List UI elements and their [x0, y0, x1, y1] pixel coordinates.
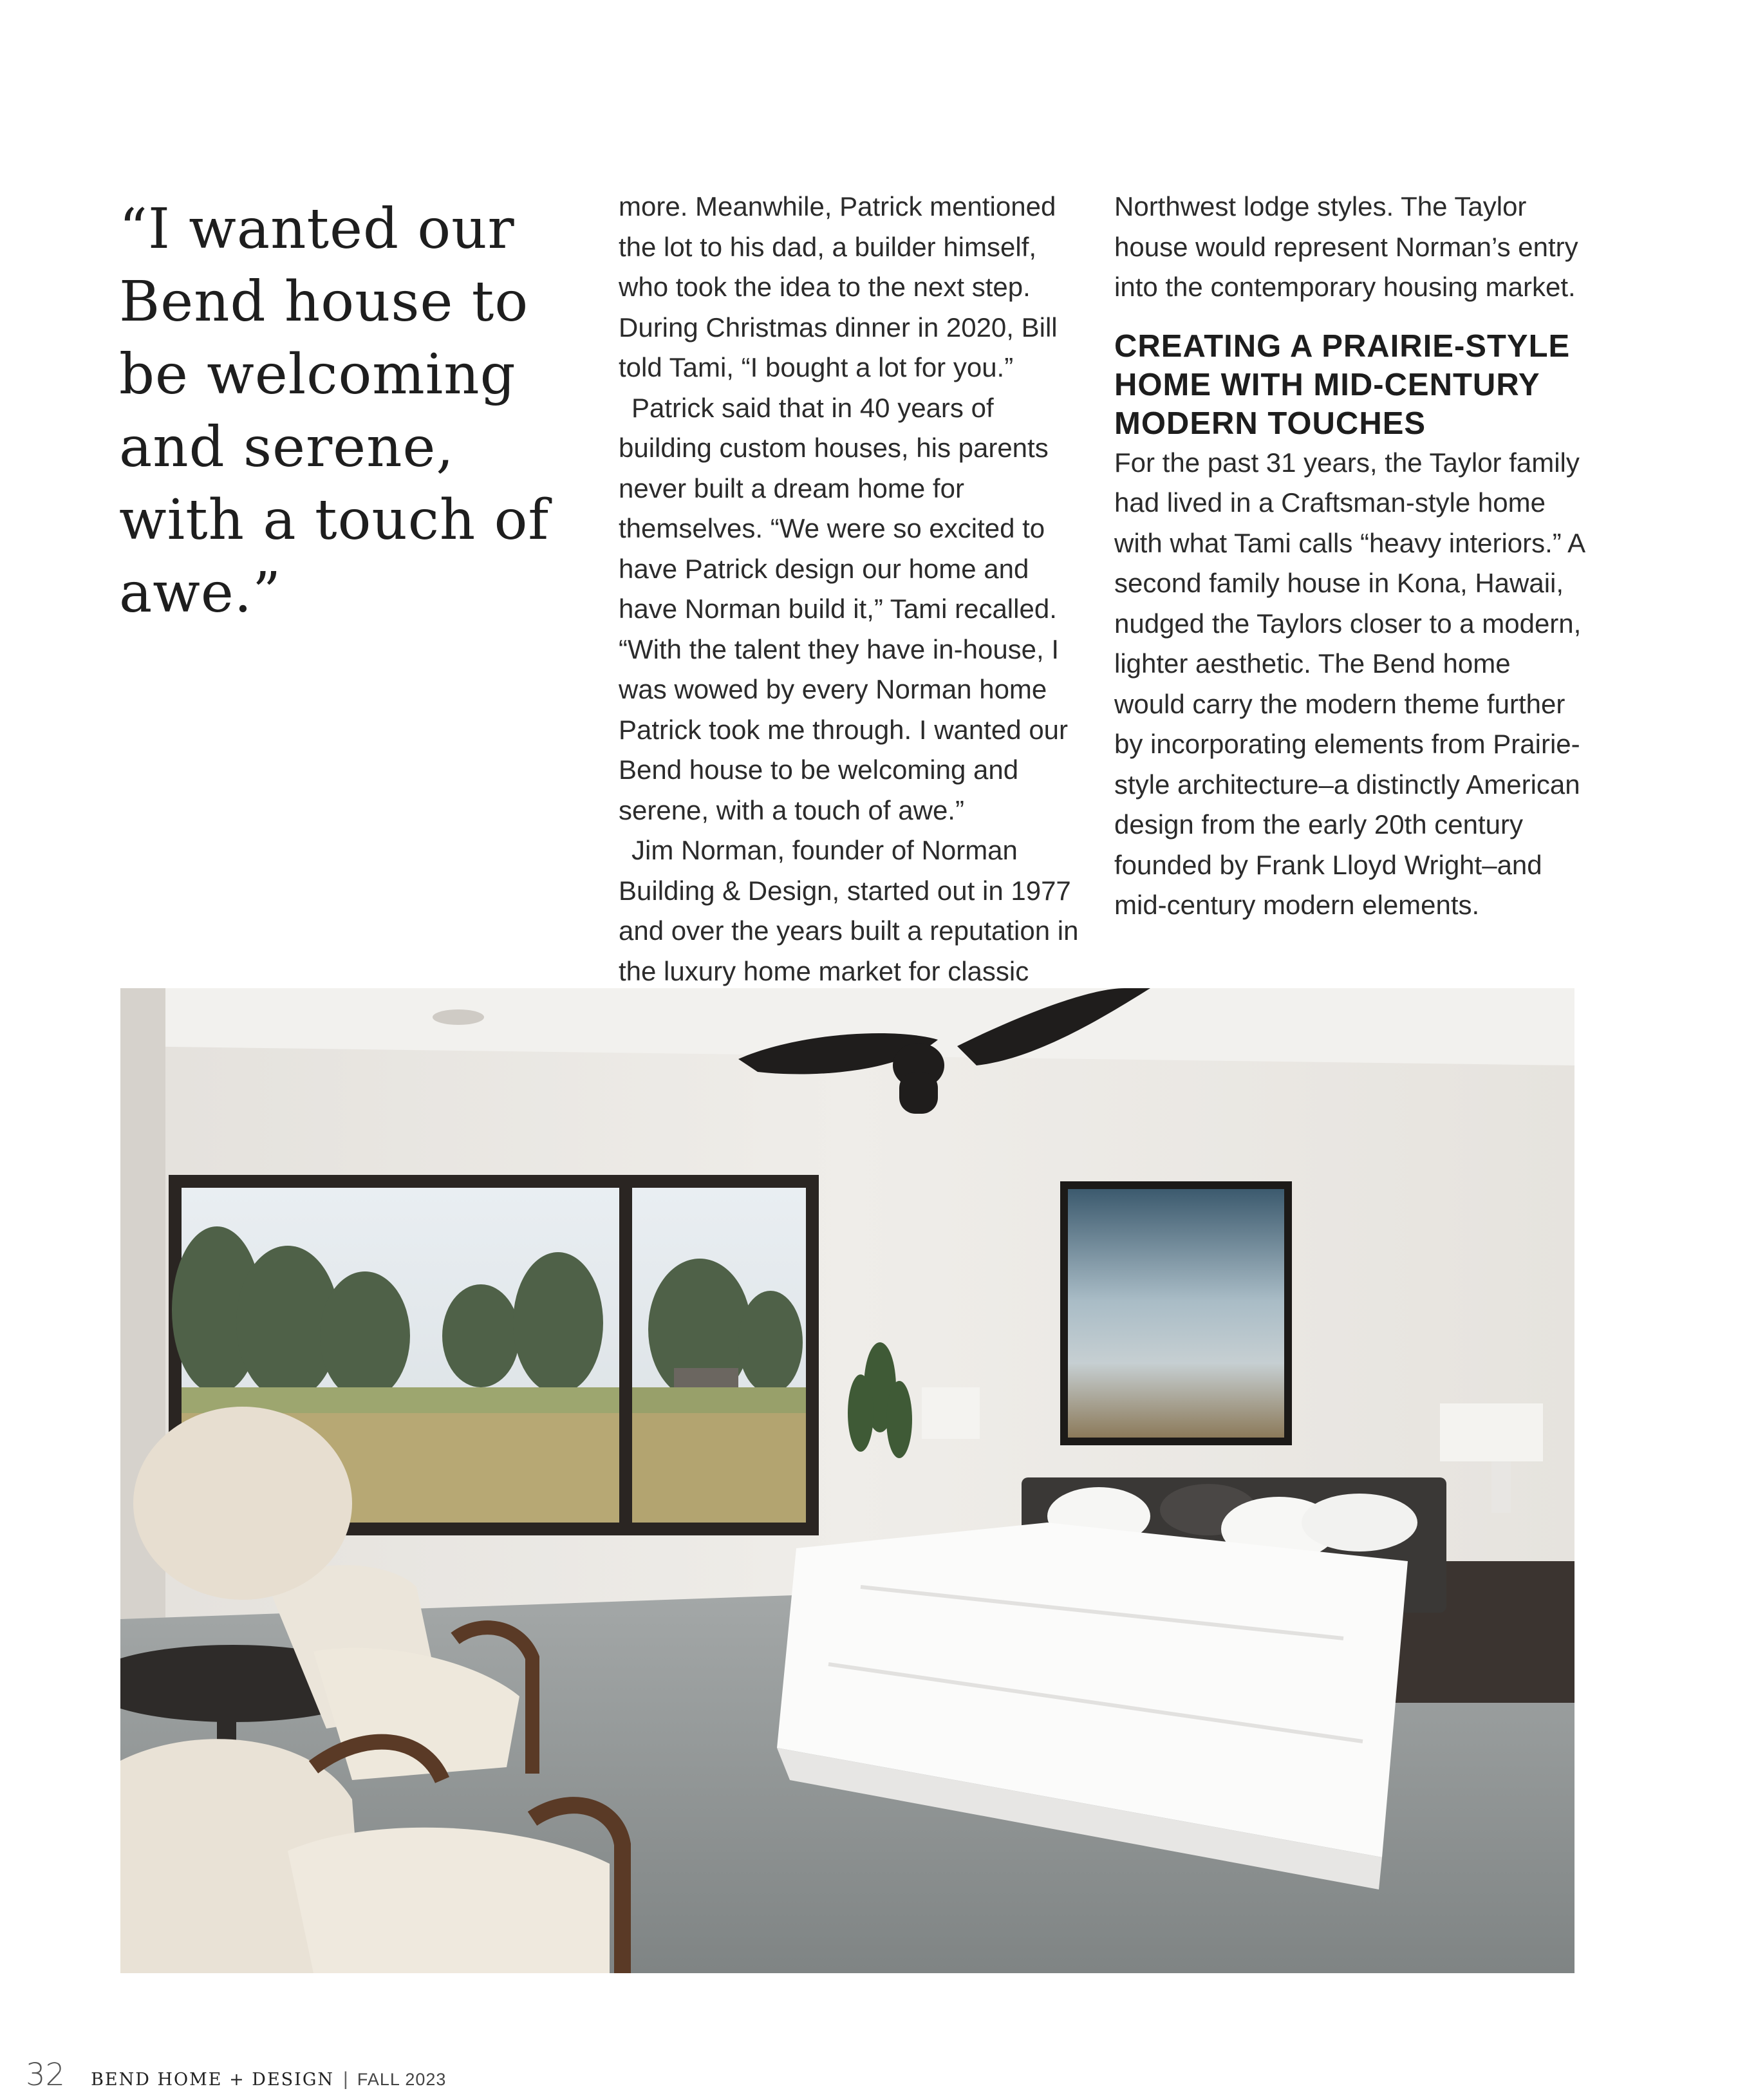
magazine-title: BEND HOME + DESIGN: [91, 2070, 335, 2090]
bedroom-illustration: [120, 988, 1574, 1973]
paragraph: Jim Norman, founder of Norman Building & Design, started out in 1977 and over the years built a reputation in the luxury home market for classic: [619, 835, 1079, 986]
page-footer: [26, 2057, 446, 2095]
paragraph: Patrick said that in 40 years of building custom houses, his parents never built a dream home for themselves. “We were so excited to have Patrick design our home and have Norman build it,” Tami recalled. “With the talent they have in-house, I was wowed by every Norman home Patrick took me through. I wanted our Bend house to be welcoming and serene, with a touch of awe.”: [619, 392, 1069, 825]
article-column-1: [619, 187, 1082, 991]
bedroom-photo: [120, 988, 1574, 1973]
paragraph: Northwest lodge styles. The Taylor house would represent Norman’s entry into the contemporary housing market.: [1114, 191, 1578, 302]
section-subhead: CREATING A PRAIRIE-STYLE HOME WITH MID-CENTURY MODERN TOUCHES: [1114, 328, 1571, 441]
footer-separator: |: [343, 2068, 348, 2090]
pull-quote: “I wanted our Bend house to be welcoming and serene, with a touch of awe.”: [119, 197, 550, 625]
page-number: 32: [26, 2057, 66, 2093]
article-column-2: [1114, 187, 1584, 926]
paragraph: more. Meanwhile, Patrick mentioned the lot to his dad, a builder himself, who took the idea to the next step. During Christmas dinner in 2020, Bill told Tami, “I bought a lot for you.”: [619, 191, 1058, 382]
issue-label: FALL 2023: [357, 2070, 447, 2089]
paragraph: For the past 31 years, the Taylor family had lived in a Craftsman-style home with what Tami calls “heavy interiors.” A second family house in Kona, Hawaii, nudged the Taylors closer to a modern, lighter aesthetic. The Bend home would carry the modern theme further by incorporating elements from Prairie-style architecture–a distinctly American design from the early 20th century founded by Frank Lloyd Wright–and mid-century modern elements.: [1114, 447, 1584, 920]
